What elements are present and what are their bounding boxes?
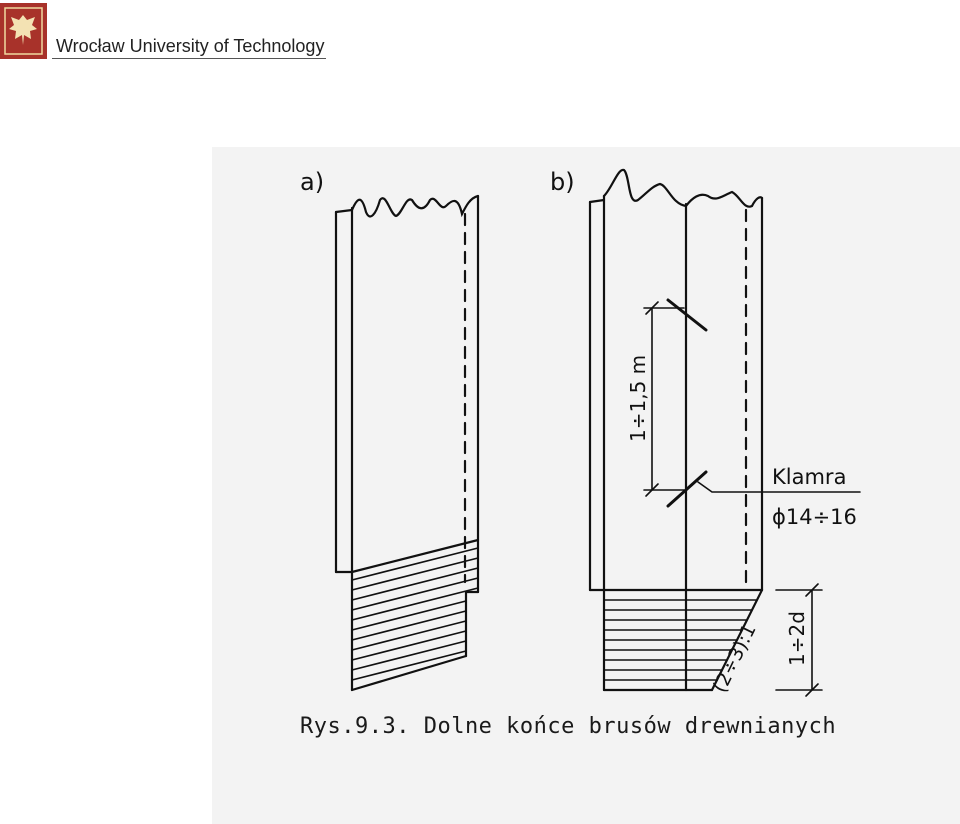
clamp-diameter-label: ϕ14÷16	[772, 505, 857, 529]
panel-a-label: a)	[300, 168, 325, 196]
eagle-icon	[0, 3, 47, 59]
spacing-dimension-line	[644, 302, 684, 496]
panel-b-pile	[590, 170, 762, 690]
spacing-label: 1÷1,5 m	[626, 354, 650, 442]
header-divider	[52, 58, 326, 59]
slope-label: (2÷3):1	[708, 620, 761, 697]
university-logo	[0, 3, 47, 59]
panel-b-label: b)	[550, 168, 575, 196]
clamp-label: Klamra	[772, 465, 847, 489]
figure-caption: Rys.9.3. Dolne końce brusów drewnianych	[300, 714, 837, 739]
height-label: 1÷2d	[785, 611, 809, 666]
university-name: Wrocław University of Technology	[56, 36, 325, 56]
